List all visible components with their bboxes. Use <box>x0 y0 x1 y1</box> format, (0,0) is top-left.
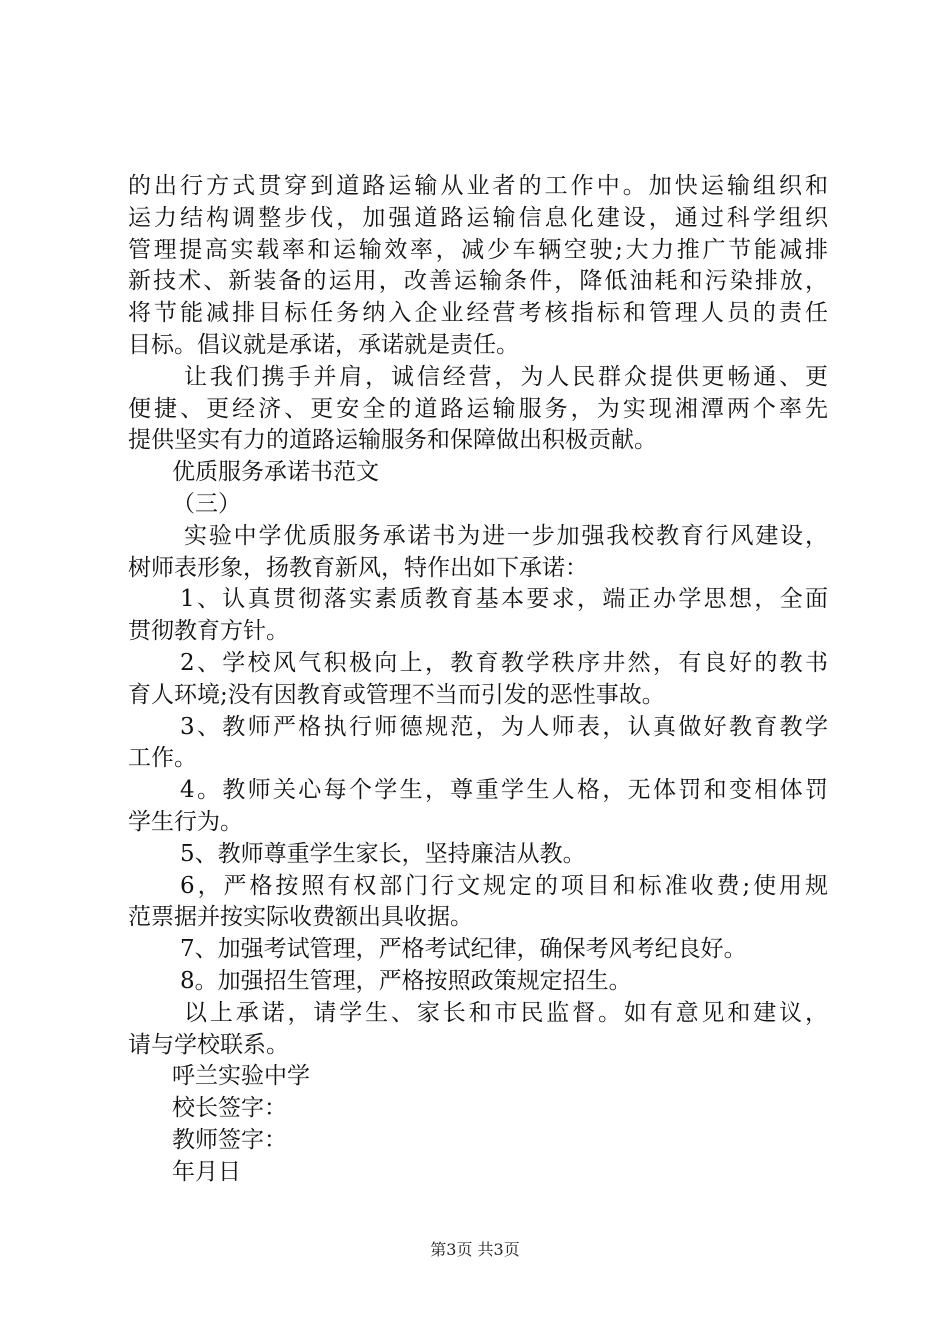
document-body <box>128 171 828 1189</box>
list-item-line: 育人环境;没有因教育或管理不当而引发的恶性事故。 <box>128 681 665 708</box>
text-line: 新技术、新装备的运用，改善运输条件，降低油耗和污染排放， <box>128 268 828 295</box>
list-item-line: 2、学校风气积极向上，教育教学秩序井然，有良好的教书 <box>180 649 828 676</box>
text-line: 提供坚实有力的道路运输服务和保障做出积极贡献。 <box>128 427 657 454</box>
page-number: 第3页 共3页 <box>430 1240 520 1259</box>
list-item-line: 4。教师关心每个学生，尊重学生人格，无体罚和变相体罚 <box>180 777 828 804</box>
section-number: （三） <box>172 490 241 517</box>
list-item-line: 学生行为。 <box>128 808 243 835</box>
list-item-line: 1、认真贯彻落实素质教育基本要求，端正办学思想，全面 <box>180 586 828 613</box>
text-line: 请与学校联系。 <box>128 1031 289 1058</box>
text-line: 将节能减排目标任务纳入企业经营考核指标和管理人员的责任 <box>128 300 828 327</box>
teacher-signature-label: 教师签字： <box>172 1126 287 1153</box>
list-item-line: 5、教师尊重学生家长，坚持廉洁从教。 <box>180 840 586 867</box>
text-line: 实验中学优质服务承诺书为进一步加强我校教育行风建设， <box>184 522 828 549</box>
text-line: 以上承诺，请学生、家长和市民监督。如有意见和建议， <box>184 999 828 1026</box>
list-item-line: 7、加强考试管理，严格考试纪律，确保考风考纪良好。 <box>180 936 747 963</box>
date-label: 年月日 <box>172 1158 241 1185</box>
section-title: 优质服务承诺书范文 <box>172 459 379 486</box>
list-item-line: 8。加强招生管理，严格按照政策规定招生。 <box>180 967 632 994</box>
list-item-line: 3、教师严格执行师德规范，为人师表，认真做好教育教学 <box>180 713 828 740</box>
school-name: 呼兰实验中学 <box>172 1063 310 1090</box>
text-line: 运力结构调整步伐，加强道路运输信息化建设，通过科学组织 <box>128 204 828 231</box>
text-line: 让我们携手并肩，诚信经营，为人民群众提供更畅通、更 <box>184 363 828 390</box>
principal-signature-label: 校长签字： <box>172 1095 287 1122</box>
page-footer <box>0 1238 950 1262</box>
text-line: 树师表形象，扬教育新风，特作出如下承诺： <box>128 554 588 581</box>
text-line: 便捷、更经济、更安全的道路运输服务，为实现湘潭两个率先 <box>128 395 828 422</box>
list-item-line: 6，严格按照有权部门行文规定的项目和标准收费;使用规 <box>180 872 828 899</box>
list-item-line: 贯彻教育方针。 <box>128 618 289 645</box>
text-line: 目标。倡议就是承诺，承诺就是责任。 <box>128 331 519 358</box>
list-item-line: 范票据并按实际收费额出具收据。 <box>128 904 473 931</box>
text-line: 的出行方式贯穿到道路运输从业者的工作中。加快运输组织和 <box>128 173 828 199</box>
text-line: 管理提高实载率和运输效率，减少车辆空驶;大力推广节能减排 <box>128 236 828 263</box>
list-item-line: 工作。 <box>128 745 197 772</box>
